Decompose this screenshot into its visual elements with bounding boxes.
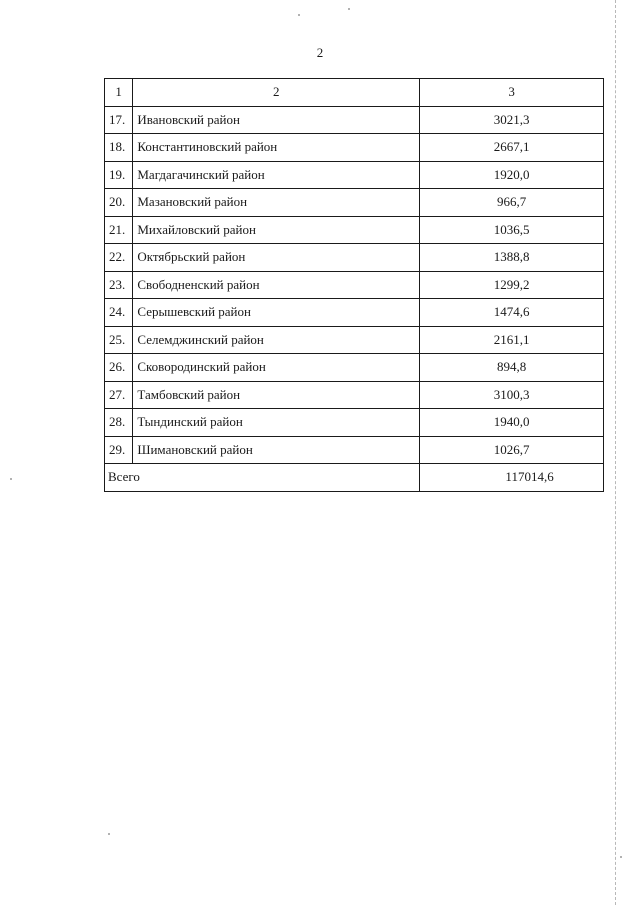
amount-cell: 2667,1 (420, 134, 604, 162)
scan-speck (298, 14, 300, 16)
district-name-cell: Сковородинский район (133, 354, 420, 382)
amount-cell: 1940,0 (420, 409, 604, 437)
amount-cell: 1920,0 (420, 161, 604, 189)
row-number-cell: 27. (105, 381, 133, 409)
table-row (105, 354, 604, 382)
row-number-cell: 21. (105, 216, 133, 244)
row-number-cell: 23. (105, 271, 133, 299)
table-row (105, 409, 604, 437)
total-value: 117014,6 (420, 464, 604, 492)
table-row (105, 436, 604, 464)
district-name-cell: Мазановский район (133, 189, 420, 217)
row-number-cell: 18. (105, 134, 133, 162)
district-name-cell: Тамбовский район (133, 381, 420, 409)
amount-cell: 2161,1 (420, 326, 604, 354)
header-cell-name: 2 (133, 79, 420, 107)
district-name-cell: Магдагачинский район (133, 161, 420, 189)
page-number: 2 (316, 45, 324, 60)
row-number-cell: 29. (105, 436, 133, 464)
scan-speck (620, 856, 622, 858)
district-name-cell: Ивановский район (133, 106, 420, 134)
scan-speck (348, 8, 350, 10)
table-row (105, 161, 604, 189)
scan-speck (10, 478, 12, 480)
row-number-cell: 25. (105, 326, 133, 354)
row-number-cell: 19. (105, 161, 133, 189)
row-number-cell: 28. (105, 409, 133, 437)
district-name-cell: Шимановский район (133, 436, 420, 464)
district-name-cell: Серышевский район (133, 299, 420, 327)
table-row (105, 244, 604, 272)
row-number-cell: 17. (105, 106, 133, 134)
table-row (105, 134, 604, 162)
district-name-cell: Константиновский район (133, 134, 420, 162)
district-name-cell: Михайловский район (133, 216, 420, 244)
row-number-cell: 20. (105, 189, 133, 217)
scan-speck (108, 833, 110, 835)
table-row (105, 326, 604, 354)
district-name-cell: Октябрьский район (133, 244, 420, 272)
amount-cell: 966,7 (420, 189, 604, 217)
amount-cell: 1388,8 (420, 244, 604, 272)
table-body (105, 79, 604, 492)
amount-cell: 894,8 (420, 354, 604, 382)
amount-cell: 3021,3 (420, 106, 604, 134)
amount-cell: 1299,2 (420, 271, 604, 299)
table-row (105, 189, 604, 217)
header-cell-number: 1 (105, 79, 133, 107)
total-label: Всего (105, 464, 420, 492)
amount-cell: 1036,5 (420, 216, 604, 244)
scan-edge-artifact (615, 0, 616, 905)
header-cell-value: 3 (420, 79, 604, 107)
table-row (105, 271, 604, 299)
table-row (105, 106, 604, 134)
district-name-cell: Тындинский район (133, 409, 420, 437)
table-header-row (105, 79, 604, 107)
row-number-cell: 22. (105, 244, 133, 272)
table-row (105, 299, 604, 327)
amount-cell: 3100,3 (420, 381, 604, 409)
district-name-cell: Свободненский район (133, 271, 420, 299)
total-row (105, 464, 604, 492)
amount-cell: 1474,6 (420, 299, 604, 327)
district-name-cell: Селемджинский район (133, 326, 420, 354)
table-row (105, 216, 604, 244)
table-row (105, 381, 604, 409)
row-number-cell: 26. (105, 354, 133, 382)
allocation-table (104, 78, 604, 492)
amount-cell: 1026,7 (420, 436, 604, 464)
row-number-cell: 24. (105, 299, 133, 327)
